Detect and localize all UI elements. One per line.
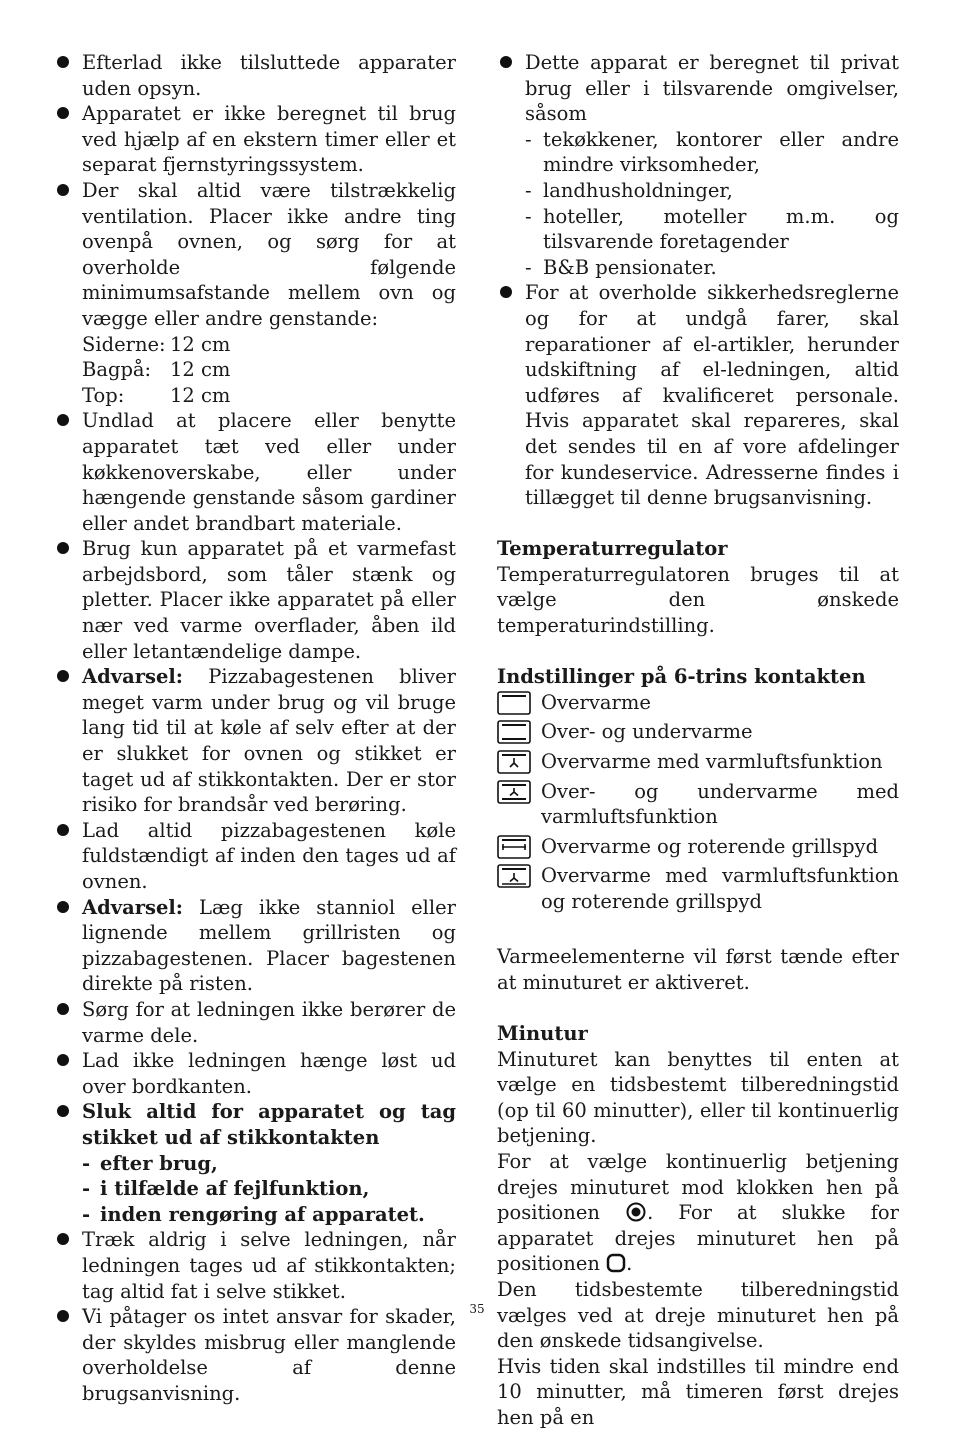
list-item (54, 895, 456, 997)
setting-label: Overvarme og roterende grillspyd (541, 834, 879, 858)
distance-row (54, 332, 456, 358)
warning-label: Advarsel: (82, 895, 183, 919)
paragraph-text: For at vælge kontinuerlig betjening drejes minuturet mod klokken hen på positionen (497, 1149, 899, 1225)
distance-value: 12 cm (170, 383, 231, 407)
setting-label: Overvarme med varmluftsfunktion (541, 750, 883, 774)
list-item: Træk aldrig i selve ledningen, når ledningen tages ud af stikkontakten; tag altid fat i selve stikket. (54, 1227, 456, 1304)
list-item: Efterlad ikke tilsluttede apparater uden opsyn. (54, 50, 456, 101)
paragraph: Hvis tiden skal indstilles til mindre end 10 minutter, må timeren først drejes hen på en (497, 1354, 899, 1429)
left-column (54, 50, 456, 1406)
setting-row (497, 719, 899, 745)
setting-label: Over- og undervarme med varmluftsfunktion (541, 779, 899, 829)
section-heading: Minutur (497, 1021, 588, 1045)
paragraph: Minuturet kan benyttes til enten at vælge en tidsbestemt tilberedningstid (op til 60 minutter), eller til kontinuerlig betjening. (497, 1047, 899, 1148)
sub-item: - efter brug, (54, 1151, 456, 1177)
setting-label: Over- og undervarme (541, 720, 753, 744)
distance-row (54, 383, 456, 409)
section-heading: Indstillinger på 6-trins kontakten (497, 665, 866, 689)
distance-value: 12 cm (170, 332, 231, 356)
setting-row (497, 863, 899, 914)
off-position-icon (606, 1253, 626, 1273)
list-item: Vi påtager os intet ansvar for skader, der skyldes misbrug eller manglende overholdelse af denne brugsanvisning. (54, 1304, 456, 1406)
setting-row (497, 749, 899, 775)
sub-item: - i tilfælde af fejlfunktion, (54, 1176, 456, 1202)
setting-row (497, 834, 899, 860)
top-bottom-heat-icon (497, 720, 531, 744)
distance-label: Top: (82, 383, 125, 407)
top-heat-fan-rotisserie-icon (497, 864, 531, 888)
top-heat-fan-icon (497, 750, 531, 774)
list-item: Sluk altid for apparatet og tag stikket ud af stikkontakten (54, 1099, 456, 1150)
sub-item: - B&B pensionater. (497, 255, 899, 281)
list-item: Sørg for at ledningen ikke berører de varme dele. (54, 997, 456, 1048)
sub-item: - tekøkkener, kontorer eller andre mindre virksomheder, (497, 127, 899, 178)
paragraph-text: . For at slukke for apparatet drejes minuturet hen på positionen (497, 1201, 899, 1276)
paragraph: Temperaturregulatoren bruges til at vælge den ønskede temperaturindstilling. (497, 562, 899, 638)
setting-row (497, 690, 899, 716)
distance-row (54, 357, 456, 383)
sub-item: - hoteller, moteller m.m. og tilsvarende foretagender (497, 204, 899, 255)
distance-label: Siderne: (82, 332, 166, 356)
top-heat-icon (497, 691, 531, 715)
top-heat-rotisserie-icon (497, 835, 531, 859)
paragraph: Den tidsbestemte tilberedningstid vælges ved at dreje minuturet hen på den ønskede tidsangivelse. (497, 1277, 899, 1353)
list-item: Brug kun apparatet på et varmefast arbejdsbord, som tåler stænk og pletter. Placer ikke apparatet på eller nær ved varme overflader, åben ild eller letantændelige dampe. (54, 536, 456, 664)
list-item: Apparatet er ikke beregnet til brug ved hjælp af en ekstern timer eller et separat fjernstyringssystem. (54, 101, 456, 178)
list-item: For at overholde sikkerhedsreglerne og for at undgå farer, skal reparationer af el-artikler, herunder udskiftning af el-ledningen, altid udføres af kvalificeret personale. Hvis apparatet skal repareres, skal det sendes til en af vore afdelinger for kundeservice. Adresserne findes i tillægget til denne brugsanvisning. (497, 280, 899, 510)
list-item: Lad altid pizzabagestenen køle fuldstændigt af inden den tages ud af ovnen. (54, 818, 456, 895)
distance-value: 12 cm (170, 358, 231, 382)
paragraph: Varmeelementerne vil først tænde efter at minuturet er aktiveret. (497, 945, 899, 994)
page-number: 35 (469, 1302, 485, 1316)
section-heading: Temperaturregulator (497, 537, 728, 561)
warning-text: Læg ikke stanniol eller lignende mellem grillristen og pizzabagestenen. Placer bagestenen direkte på risten. (82, 895, 456, 996)
sub-item: - inden rengøring af apparatet. (54, 1202, 456, 1228)
setting-label: Overvarme (541, 690, 651, 714)
warning-text: Pizzabagestenen bliver meget varm under brug og vil bruge lang tid til at køle af selv efter at der er slukket for ovnen og stikket er taget ud af stikkontakten. Der er stor risiko for brandsår ved berøring. (82, 665, 456, 817)
paragraph-text: . (626, 1252, 633, 1276)
list-item: Undlad at placere eller benytte apparatet tæt ved eller under køkkenoverskabe, eller under hængende genstande såsom gardiner eller andet brandbart materiale. (54, 408, 456, 536)
right-column (497, 50, 899, 1430)
top-bottom-heat-fan-icon (497, 780, 531, 804)
list-item: Dette apparat er beregnet til privat brug eller i tilsvarende omgivelser, såsom (497, 50, 899, 127)
list-item (54, 664, 456, 818)
list-item: Lad ikke ledningen hænge løst ud over bordkanten. (54, 1048, 456, 1099)
distance-label: Bagpå: (82, 358, 152, 382)
setting-label: Overvarme med varmluftsfunktion og roterende grillspyd (541, 864, 899, 913)
continuous-position-icon (625, 1202, 647, 1222)
sub-item: - landhusholdninger, (497, 178, 899, 204)
list-item: Der skal altid være tilstrækkelig ventilation. Placer ikke andre ting ovenpå ovnen, og sørg for at overholde følgende minimumsafstande mellem ovn og vægge eller andre genstande: (54, 178, 456, 332)
paragraph (497, 1149, 899, 1277)
setting-row (497, 779, 899, 830)
warning-label: Advarsel: (82, 665, 183, 689)
